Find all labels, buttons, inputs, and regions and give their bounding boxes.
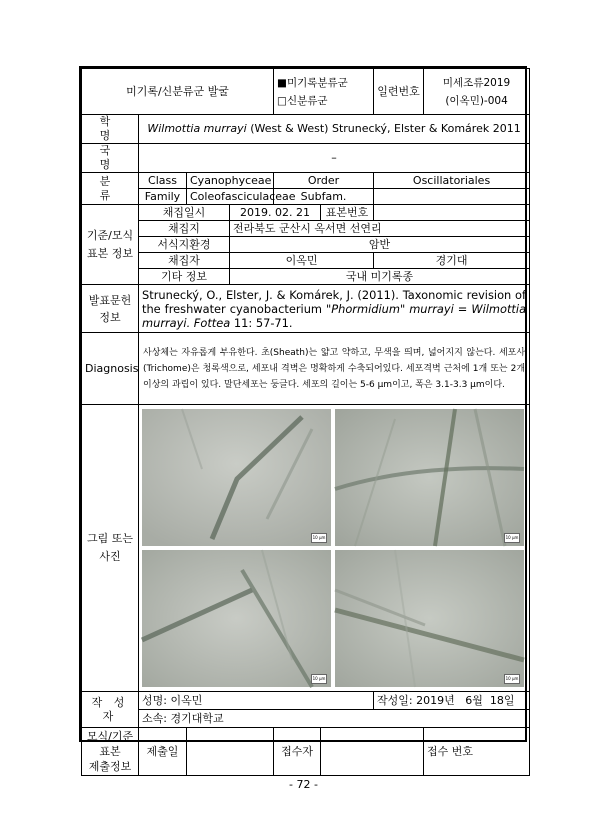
author-affil-value: 경기대학교 [170, 711, 224, 725]
form-title: 미기록/신분류군 발굴 [82, 69, 274, 115]
submission-label-line3: 제출정보 [88, 760, 132, 773]
receipt-no-label [424, 728, 530, 776]
citation-text-3: = [453, 301, 472, 316]
scientific-name-value [139, 115, 530, 144]
form-table [81, 68, 530, 776]
micrograph-4 [335, 550, 524, 687]
publication-label-line2: 정보 [99, 310, 121, 324]
option-unrecorded: ■미기록분류군 [277, 76, 348, 89]
classification-label: 분 류 [82, 173, 139, 205]
publication-citation [139, 285, 530, 333]
micrograph-grid [142, 409, 526, 687]
serial-label: 일련번호 [374, 69, 424, 115]
scale-bar-1: 10 μm [311, 533, 327, 543]
subfam-value [374, 189, 530, 205]
diagnosis-label: Diagnosis [82, 333, 139, 405]
collector-affiliation: 경기대 [374, 253, 530, 269]
collector-value: 이옥민 [230, 253, 374, 269]
serial-value-line1: 미세조류2019 [442, 76, 511, 89]
scientific-name-label: 학 명 [82, 115, 139, 144]
photos-label [82, 405, 139, 692]
other-info-label: 기타 정보 [139, 269, 230, 285]
class-label: Class [139, 173, 187, 189]
receiver-value [321, 728, 424, 776]
author-affil-label: 소속: [142, 711, 167, 725]
photos-label-line1: 그림 또는 [86, 532, 133, 545]
micrograph-1 [142, 409, 331, 546]
other-info-value: 국내 미기록종 [230, 269, 530, 285]
specimen-no-value [374, 205, 530, 221]
citation-italic-1: Phormidium [331, 301, 400, 316]
family-value: Coleofasciculaceae [187, 189, 274, 205]
photos-cell [139, 405, 530, 692]
citation-italic-3: Wilmottia murrayi. Fottea [142, 301, 527, 330]
citation-text-4: 11: 57-71. [230, 315, 293, 330]
author-name [139, 692, 374, 710]
class-value: Cyanophyceae [187, 173, 274, 189]
option-new-taxon: □신분류군 [277, 94, 328, 107]
author-name-value: 이옥민 [170, 693, 203, 707]
collection-date-value: 2019. 02. 21 [230, 205, 321, 221]
author-date [374, 692, 530, 710]
korean-name-value: – [139, 144, 530, 173]
collection-site-label: 채집지 [139, 221, 230, 237]
citation-text-2: " [399, 301, 410, 316]
diagnosis-text: 사상체는 자유롭게 부유한다. 초(Sheath)는 얇고 약하고, 무색을 띄며, 넓어지지 않는다. 세포사(Trichome)은 청록색으로, 세포내 격벽은 명확하게 수축되어있다. 세포격벽 근처에 1개 또는 2개 이상의 과립이 있다. 말단세포는 둥글다. 세포의 길이는 5-6 μm이고, 폭은 3.1-3.3 μm이다. [139, 333, 530, 405]
submission-label-line1: 모식/기준 [86, 730, 134, 743]
micrograph-3 [142, 550, 331, 687]
collection-date-label: 채집일시 [139, 205, 230, 221]
serial-value-line2: (이옥민)-004 [445, 94, 508, 107]
record-form [79, 66, 527, 773]
photos-label-line2: 사진 [99, 550, 121, 563]
micrograph-2 [335, 409, 524, 546]
scientific-name-italic: Wilmottia murrayi [147, 122, 247, 135]
scale-bar-4: 10 μm [504, 674, 520, 684]
specimen-info-label [82, 205, 139, 285]
publication-label [82, 285, 139, 333]
author-affiliation [139, 710, 530, 728]
publication-label-line1: 발표문헌 [88, 293, 132, 307]
author-date-label: 작성일: [377, 693, 413, 707]
author-label: 작 성 자 [82, 692, 139, 728]
scientific-name-authority: (West & West) Strunecký, Elster & Komárek 2011 [246, 122, 521, 135]
habitat-label: 서식지환경 [139, 237, 230, 253]
collection-site-value: 전라북도 군산시 옥서면 선연리 [230, 221, 530, 237]
submission-label [82, 728, 139, 776]
specimen-info-label-line2: 표본 정보 [86, 246, 133, 260]
record-type-options [274, 69, 374, 115]
citation-italic-2: murrayi [409, 301, 454, 316]
korean-name-label: 국 명 [82, 144, 139, 173]
order-label: Order [274, 173, 374, 189]
collector-label: 채집자 [139, 253, 230, 269]
submit-date-value [187, 728, 274, 776]
receiver-label: 접수자 [274, 728, 321, 776]
submission-label-line2: 표본 [99, 745, 121, 758]
serial-value [424, 69, 530, 115]
receipt-no-label-text: 접수 번호 [427, 744, 474, 758]
submit-date-label: 제출일 [139, 728, 187, 776]
specimen-info-label-line1: 기준/모식 [86, 228, 134, 242]
citation-text-1: Strunecký, O., Elster, J. & Komárek, J. (2011). Taxonomic revision of the freshwater cyanobacterium " [142, 287, 527, 316]
habitat-value: 암반 [230, 237, 530, 253]
scale-bar-3: 10 μm [311, 674, 327, 684]
scale-bar-2: 10 μm [504, 533, 520, 543]
family-label: Family [139, 189, 187, 205]
page-number: - 72 - [289, 778, 318, 791]
subfam-label: Subfam. [274, 189, 374, 205]
specimen-no-label: 표본번호 [321, 205, 374, 221]
author-date-value: 2019년 6월 18일 [416, 693, 515, 707]
order-value: Oscillatoriales [374, 173, 530, 189]
author-name-label: 성명: [142, 693, 167, 707]
